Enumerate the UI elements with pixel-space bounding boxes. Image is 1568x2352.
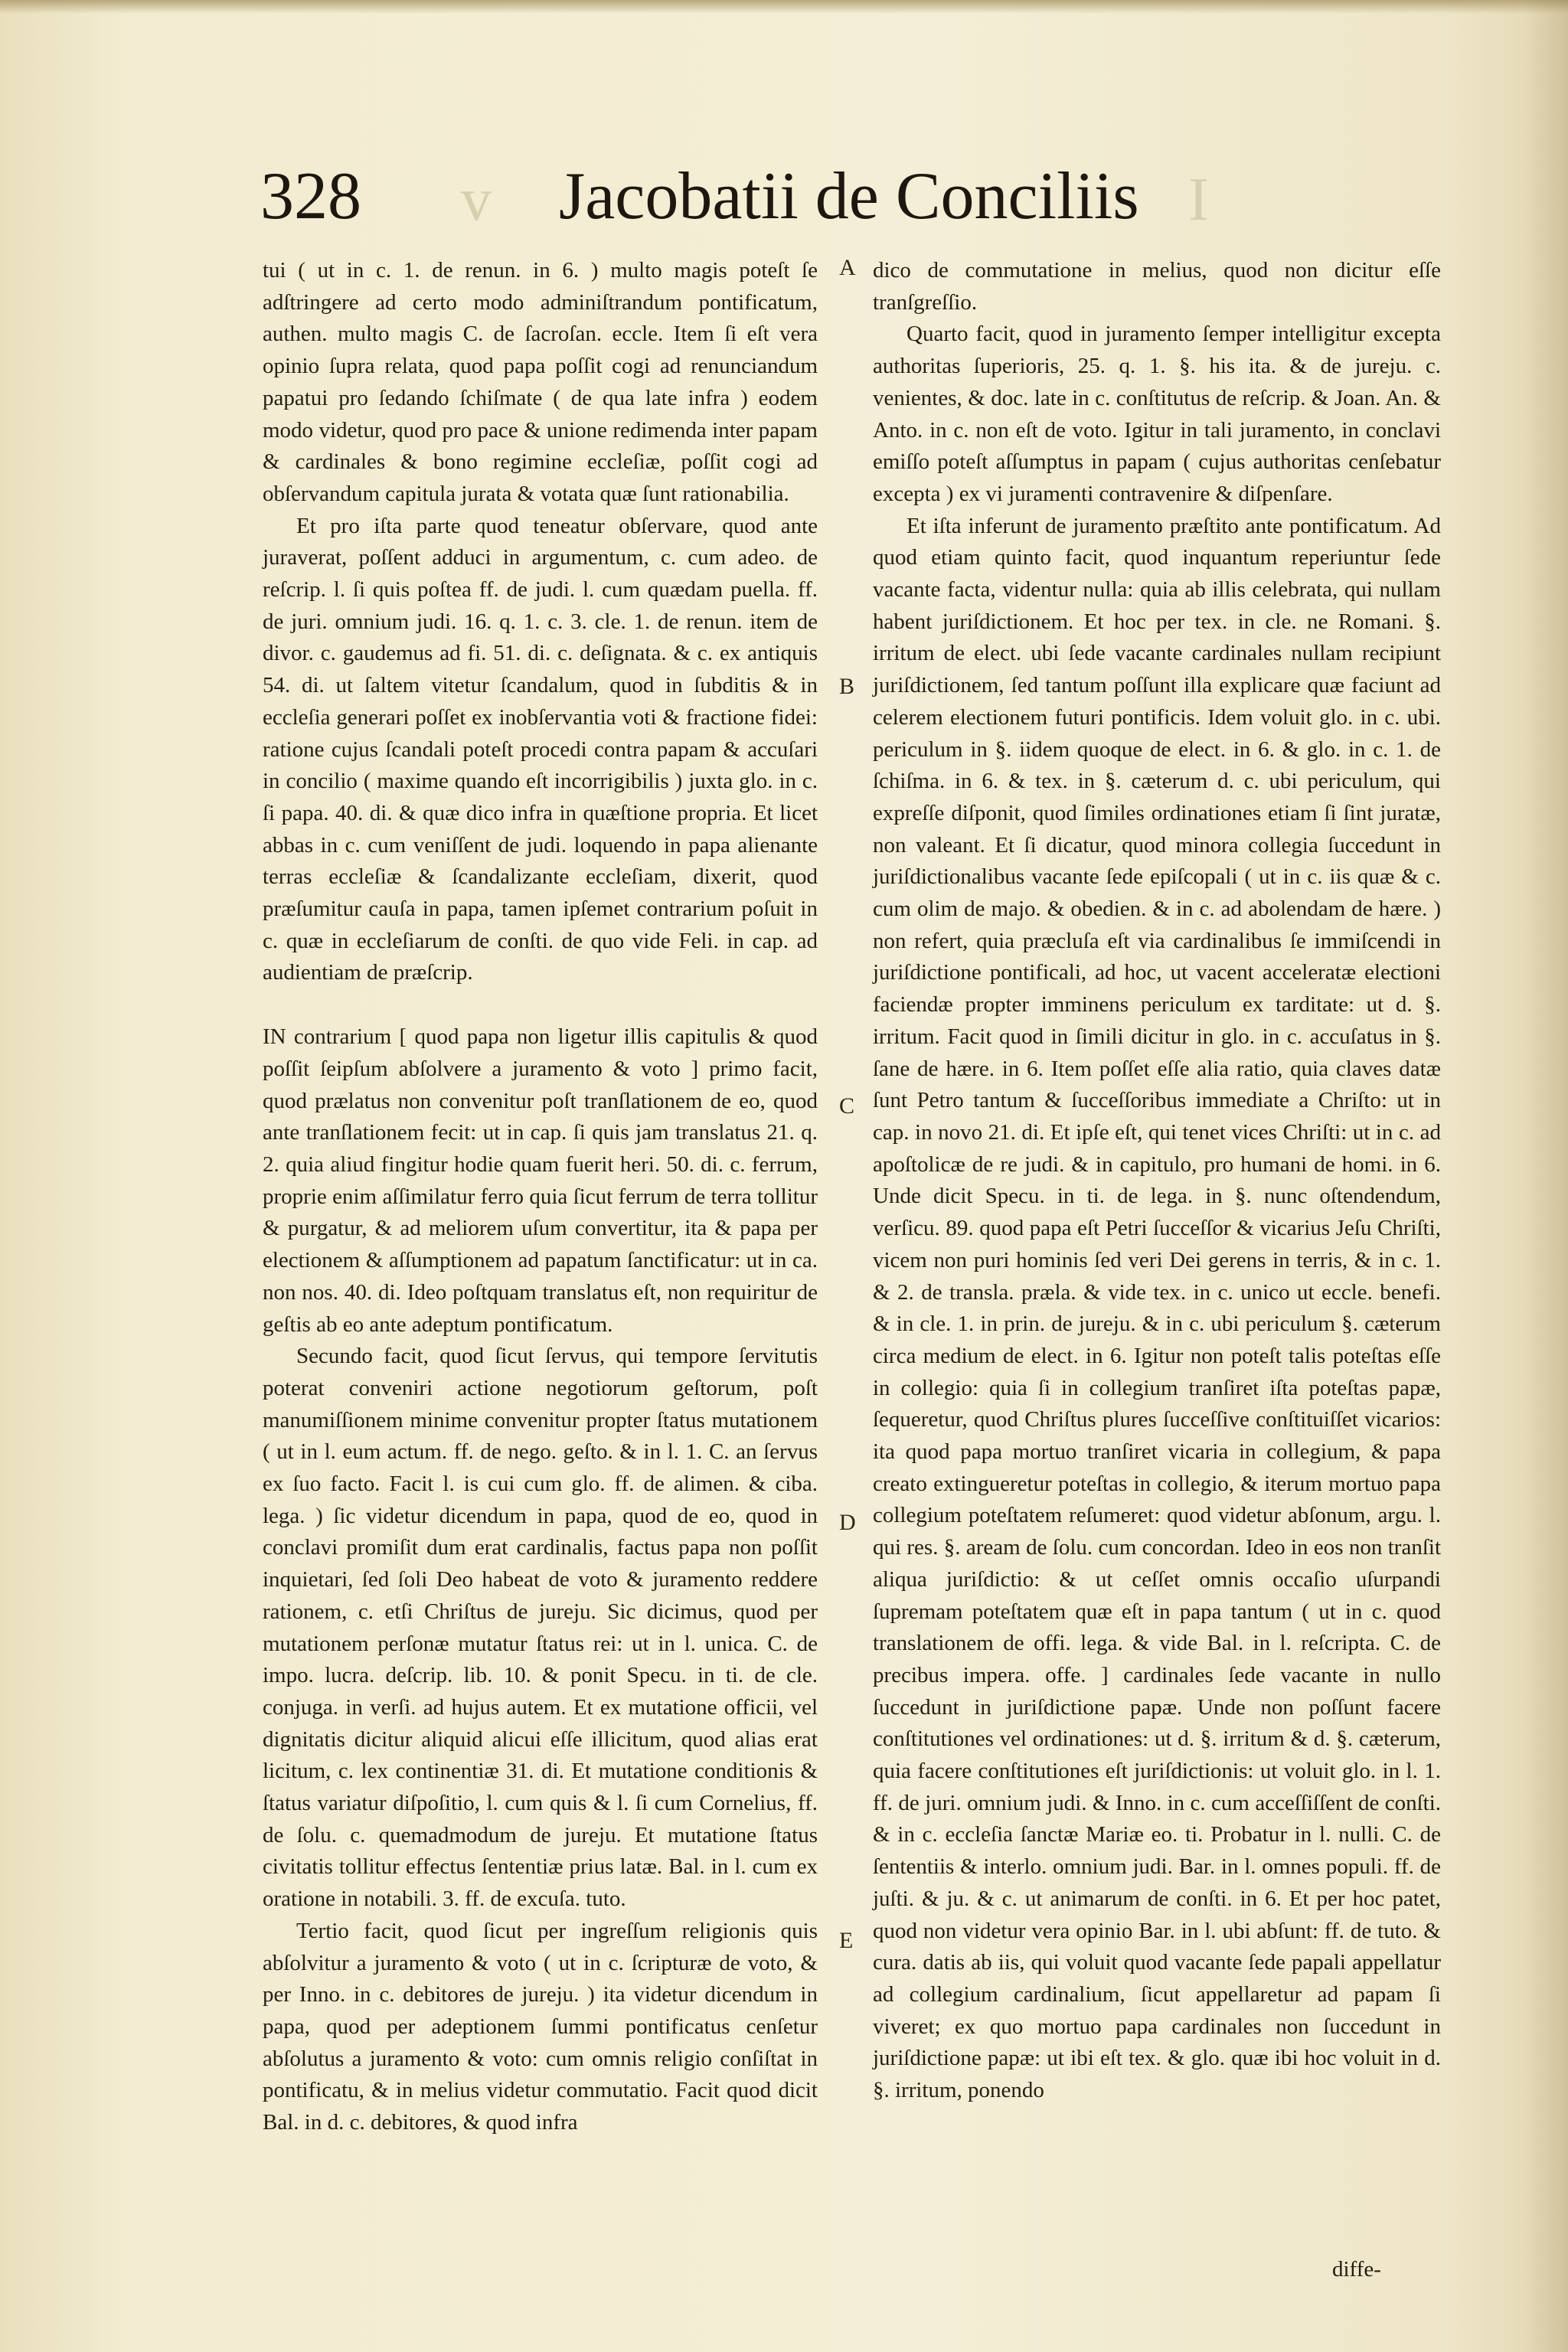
- margin-letter-e: E: [839, 1928, 854, 1953]
- left-paragraph-5: Tertio facit, quod ſicut per ingreſſum religionis quis abſolvitur a juramento & voto ( ut in c. ſcripturæ de voto, & per Inno. in c. debitores de jureju. ) ita videtur dicendum in papa, quod per adeptionem ſummi pontificatus cenſetur abſolutus a juramento & voto: cum omnis religio conſiſtat in pontificatu, & in melius videtur commutatio. Facit quod dicit Bal. in d. c. debitores, & quod infra: [263, 1918, 818, 2135]
- left-paragraph-3: IN contrarium [ quod papa non ligetur illis capitulis & quod poſſit ſeipſum abſolvere a juramento & voto ] primo facit, quod prælatus non convenitur poſt tranſlationem de eo, quod ante tranſlationem fecit: ut in cap. ſi quis jam translatus 21. q. 2. quia aliud fingitur hodie quam fuerit heri. 50. di. c. ferrum, proprie enim aſſimilatur ferro quia ſicut ferrum de terra tollitur & purgatur, & ad meliorem uſum convertitur, ita & papa per electionem & aſſumptionem ad papatum ſanctificatur: ut in ca. non nos. 40. di. Ideo poſtquam translatus eſt, non requiritur de geſtis ab eo ante adeptum pontificatum.: [263, 1024, 818, 1337]
- margin-letter-c: C: [839, 1093, 855, 1119]
- show-through-mark: I: [1188, 166, 1209, 234]
- margin-letter-b: B: [839, 674, 855, 699]
- page-number: 328: [260, 159, 361, 234]
- right-paragraph-1: dico de commutatione in melius, quod non dicitur eſſe tranſgreſſio.: [873, 258, 1441, 315]
- left-paragraph-4: Secundo facit, quod ſicut ſervus, qui tempore ſervitutis poterat conveniri actione negotiorum geſtorum, poſt manumiſſionem minime convenitur propter ſtatus mutationem ( ut in l. eum actum. ff. de nego. geſto. & in l. 1. C. an ſervus ex ſuo facto. Facit l. is cui cum glo. ff. de alimen. & ciba. lega. ) ſic videtur dicendum in papa, quod de eo, quod in conclavi promiſit dum erat cardinalis, factus papa non poſſit inquietari, ſed ſoli Deo habeat de voto & juramento reddere rationem, c. etſi Chriſtus de jureju. Sic dicimus, quod per mutationem perſonæ mutatur ſtatus rei: ut in l. unica. C. de impo. lucra. deſcrip. lib. 10. & ponit Specu. in ti. de cle. conjuga. in verſi. ad hujus autem. Et ex mutatione officii, vel dignitatis dicitur aliquid alicui eſſe illicitum, quod alias erat licitum, c. lex continentiæ 31. di. Et mutatione conditionis & ſtatus variatur diſpoſitio, l. cum quis & l. ſi cum Cornelius, ff. de ſolu. c. quemadmodum de jureju. Et mutatione ſtatus civitatis tollitur effectus ſententiæ prius latæ. Bal. in l. cum ex oratione in notabili. 3. ff. de excuſa. tuto.: [263, 1344, 818, 1912]
- show-through-mark: v: [461, 166, 492, 234]
- page-header: [260, 158, 1271, 250]
- left-column: [263, 255, 818, 2139]
- margin-letter-d: D: [839, 1510, 856, 1535]
- right-paragraph-3: Et iſta inferunt de juramento præſtito ante pontificatum. Ad quod etiam quinto facit, quod inquantum reperiuntur ſede vacante facta, videntur nulla: quia ab illis celebrata, qui nullam habent juriſdictionem. Et hoc per tex. in cle. ne Romani. §. irritum de elect. ubi ſede vacante cardinales nullam recipiunt juriſdictionem, ſed tantum poſſunt illa explicare quæ faciunt ad celerem electionem futuri pontificis. Idem voluit glo. in c. ubi. periculum in §. iidem quoque de elect. in 6. & glo. in c. 1. de ſchiſma. in 6. & tex. in §. cæterum d. c. ubi periculum, qui expreſſe diſponit, quod ſimiles ordinationes etiam ſi ſint juratæ, non valeant. Et ſi dicatur, quod minora collegia ſuccedunt in juriſdictionalibus vacante ſede epiſcopali ( ut in c. iis quæ & c. cum olim de majo. & obedien. & in c. ad abolendam de hære. ) non refert, quia præcluſa eſt via cardinalibus ſe immiſcendi in juriſdictione pontificali, ad hoc, ut vacent acceleratæ electioni faciendæ propter imminens periculum ex tarditate: ut d. §. irritum. Facit quod in ſimili dicitur in glo. in c. accuſatus in §. ſane de hære. in 6. Item poſſet eſſe alia ratio, quia claves datæ ſunt Petro tantum & ſucceſſoribus immediate a Chriſto: ut in cap. in novo 21. di. Et ipſe eſt, qui tenet vices Chriſti: ut in c. ad apoſtolicæ de re judi. & in capitulo, pro humani de homi. in 6. Unde dicit Specu. in ti. de lega. in §. nunc oſtendendum, verſicu. 89. quod papa eſt Petri ſucceſſor & vicarius Jeſu Chriſti, vicem non puri hominis ſed veri Dei gerens in terris, & in c. 1. & 2. de transla. præla. & vide tex. in c. unico ut eccle. benefi. & in cle. 1. in prin. de jureju. & in c. ubi periculum §. cæterum circa medium de elect. in 6. Igitur non poteſt talis poteſtas eſſe in collegio: quia ſi in collegium tranſiret iſta poteſtas papæ, ſequeretur, quod Chriſtus plures ſucceſſive conſtituiſſet vicarios: ita quod papa mortuo tranſiret vicaria in collegium, & papa creato extingueretur poteſtas in collegio, & iterum mortuo papa collegium poteſtatem reſumeret: quod videtur abſonum, argu. l. qui res. §. aream de ſolu. cum concordan. Ideo in eos non tranſit aliqua juriſdictio: & ut ceſſet omnis occaſio uſurpandi ſupremam poteſtatem quæ eſt in papa tantum ( ut in c. quod translationem de offi. lega. & vide Bal. in l. reſcripta. C. de precibus impera. offe. ] cardinales ſede vacante in nullo ſuccedunt in juriſdictione papæ. Unde non poſſunt facere conſtitutiones vel ordinationes: ut d. §. irritum & d. §. cæterum, quia facere conſtitutiones eſt juriſdictionis: ut voluit glo. in l. 1. ff. de juri. omnium judi. & Inno. in c. cum acceſſiſſent de conſti. & in c. eccleſia ſanctæ Mariæ eo. ti. Probatur in l. nulli. C. de ſententiis & interlo. omnium judi. Bar. in l. omnes populi. ff. de juſti. & ju. & c. ut animarum de conſti. in 6. Et per hoc patet, quod non videtur vera opinio Bar. in l. ubi abſunt: ff. de tuto. & cura. datis ab iis, qui voluit quod vacante ſede papali appellatur ad collegium cardinalium, ſicut appellaretur ad papam ſi viveret; ex quo mortuo papa cardinales non ſuccedunt in juriſdictione papæ: ut ibi eſt tex. & glo. quæ ibi hoc voluit in d. §. irritum, ponendo: [873, 513, 1441, 2103]
- page-gutter-shadow: [1522, 0, 1568, 2352]
- catchword: diffe-: [1332, 2257, 1381, 2282]
- left-paragraph-2: Et pro iſta parte quod teneatur obſervare, quod ante juraverat, poſſent adduci in argumentum, c. cum adeo. de reſcrip. l. ſi quis poſtea ff. de judi. l. cum quædam puella. ff. de juri. omnium judi. 16. q. 1. c. 3. cle. 1. de renun. item de divor. c. gaudemus ad fi. 51. di. c. deſignata. & c. ex antiquis 54. di. ut ſaltem vitetur ſcandalum, quod in ſubditis & in eccleſia generari poſſet ex inobſervantia voti & fractione fidei: ratione cujus ſcandali poteſt procedi contra papam & accuſari in concilio ( maxime quando eſt incorrigibilis ) juxta glo. in c. ſi papa. 40. di. & quæ dico infra in quæſtione propria. Et licet abbas in c. cum veniſſent de judi. loquendo in papa alienante terras eccleſiæ & ſcandalizante eccleſiam, dixerit, quod præſumitur cauſa in papa, tamen ipſemet contrarium poſuit in c. quæ in eccleſiarum de conſti. de quo vide Feli. in cap. ad audientiam de præſcrip.: [263, 513, 818, 985]
- running-title: Jacobatii de Conciliis: [559, 159, 1139, 234]
- margin-letter-a: A: [839, 255, 856, 280]
- left-paragraph-1: tui ( ut in c. 1. de renun. in 6. ) multo magis poteſt ſe adſtringere ad certo modo adminiſtrandum pontificatum, authen. multo magis C. de ſacroſan. eccle. Item ſi eſt vera opinio ſupra relata, quod papa poſſit cogi ad renunciandum papatui pro ſedando ſchiſmate ( de qua late infra ) eodem modo videtur, quod pro pace & unione redimenda inter papam & cardinales & bono regimine eccleſiæ, poſſit cogi ad obſervandum capitula jurata & votata quæ ſunt rationabilia.: [263, 258, 818, 506]
- right-column: [873, 255, 1441, 2107]
- right-paragraph-2: Quarto facit, quod in juramento ſemper intelligitur excepta authoritas ſuperioris, 25. q. 1. §. his ita. & de jureju. c. venientes, & doc. late in c. conſtitutus de reſcrip. & Joan. An. & Anto. in c. non eſt de voto. Igitur in tali juramento, in conclavi emiſſo poteſt aſſumptus in papam ( cujus authoritas cenſebatur excepta ) ex vi juramenti contravenire & diſpenſare.: [873, 322, 1441, 506]
- page-top-edge: [0, 0, 1568, 14]
